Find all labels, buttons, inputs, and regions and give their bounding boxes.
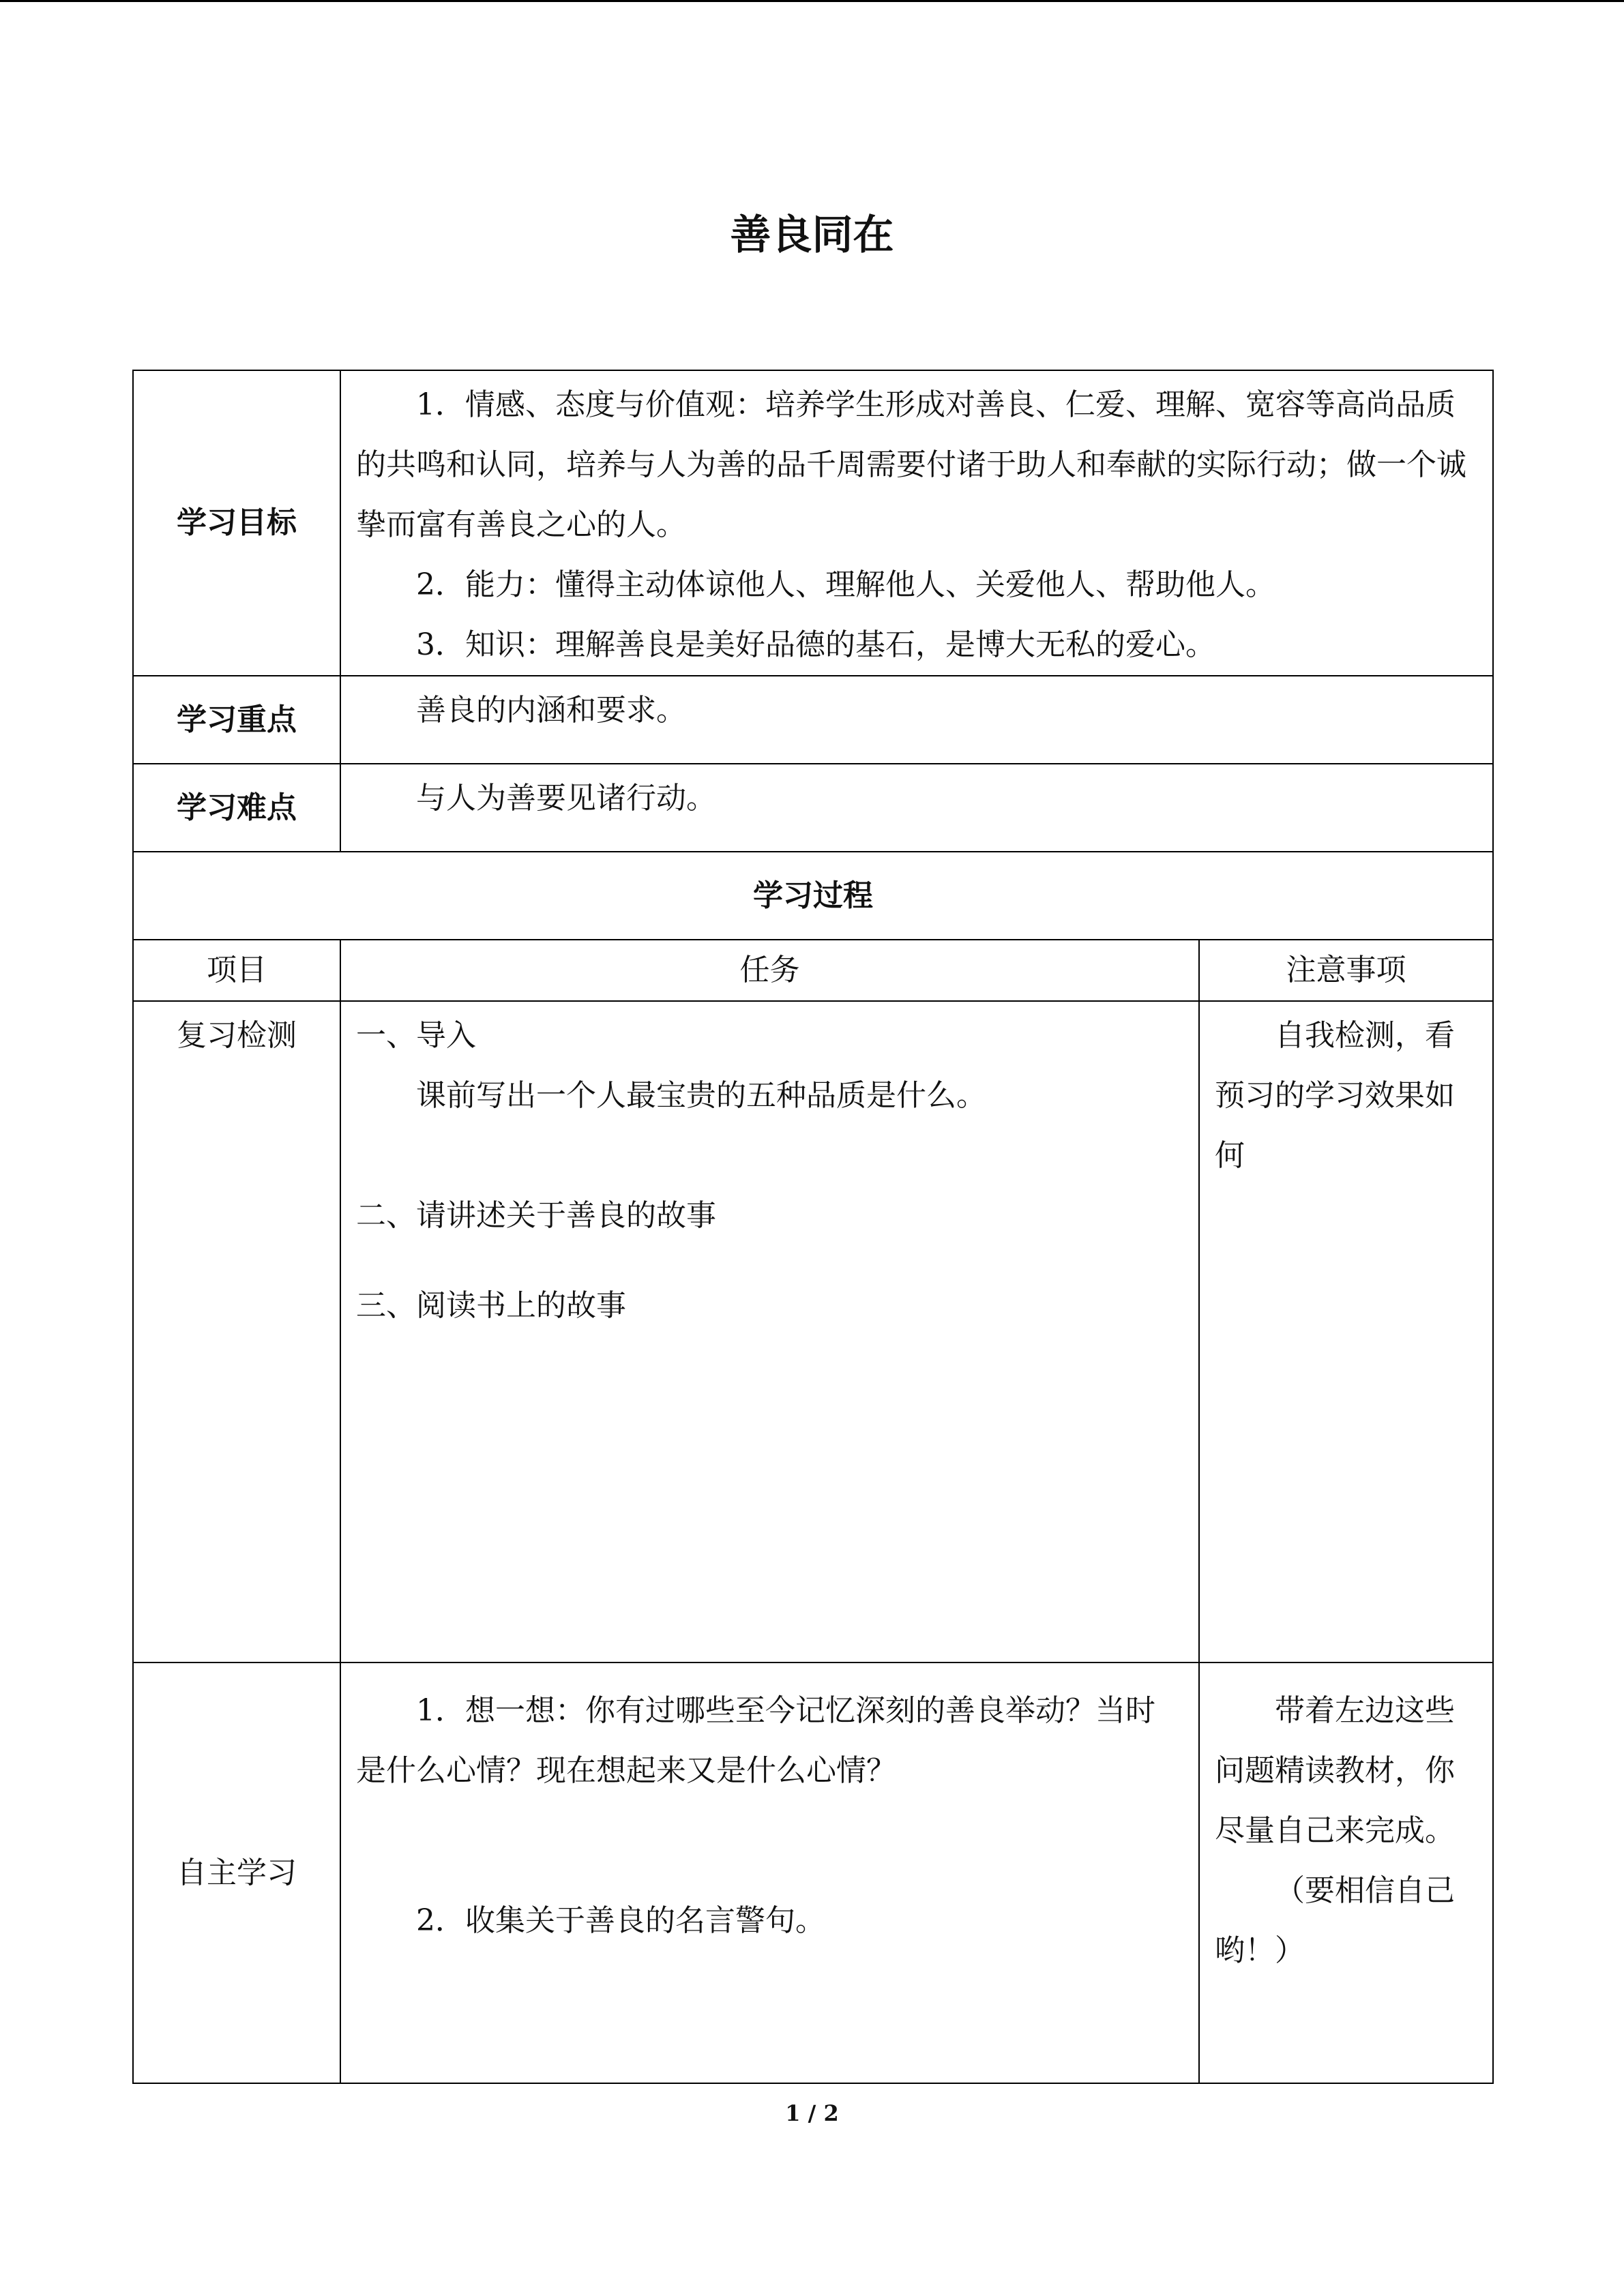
difficulty-text: 与人为善要见诸行动。 xyxy=(416,781,716,816)
review-item-cell xyxy=(133,1001,340,1663)
key-point-row xyxy=(133,676,1493,764)
self-study-row xyxy=(133,1663,1493,2083)
objective-item-1: 1．情感、态度与价值观：培养学生形成对善良、仁爱、理解、宽容等高尚品质的共鸣和认同，培养与人为善的品千周需要付诸于助人和奉献的实际行动；做一个诚挚而富有善良之心的人。 xyxy=(356,387,1466,542)
review-line-intro: 一、导入 xyxy=(356,1018,476,1053)
self-study-item-label: 自主学习 xyxy=(177,1855,297,1890)
key-point-content xyxy=(340,676,1493,764)
difficulty-content xyxy=(340,764,1493,852)
self-study-line-2: 2．收集关于善良的名言警句。 xyxy=(416,1903,825,1938)
self-study-line-1: 1．想一想：你有过哪些至今记忆深刻的善良举动？当时是什么心情？现在想起来又是什么心情？ xyxy=(356,1693,1155,1788)
self-study-note: 带着左边这些问题精读教材，你尽量自己来完成。 xyxy=(1215,1693,1455,1848)
review-item-label: 复习检测 xyxy=(177,1018,297,1053)
review-note-cell xyxy=(1199,1001,1493,1663)
difficulty-row xyxy=(133,764,1493,852)
review-row xyxy=(133,1001,1493,1663)
key-point-text: 善良的内涵和要求。 xyxy=(416,693,686,728)
objective-item-2: 2．能力：懂得主动体谅他人、理解他人、关爱他人、帮助他人。 xyxy=(416,567,1275,602)
review-note: 自我检测，看预习的学习效果如何 xyxy=(1215,1018,1455,1173)
review-line-story: 二、请讲述关于善良的故事 xyxy=(356,1198,716,1233)
review-line-reading: 三、阅读书上的故事 xyxy=(356,1288,626,1323)
process-title: 学习过程 xyxy=(133,852,1493,940)
objective-item-3: 3．知识：理解善良是美好品德的基石，是博大无私的爱心。 xyxy=(416,627,1215,662)
column-header-notes: 注意事项 xyxy=(1199,940,1493,1001)
objectives-label: 学习目标 xyxy=(133,370,340,676)
column-header-item: 项目 xyxy=(133,940,340,1001)
self-study-note-cell xyxy=(1199,1663,1493,2083)
process-title-row xyxy=(133,852,1493,940)
page-title: 善良同在 xyxy=(730,211,894,259)
review-task-cell xyxy=(340,1001,1199,1663)
column-header-task: 任务 xyxy=(340,940,1199,1001)
review-line-question: 课前写出一个人最宝贵的五种品质是什么。 xyxy=(416,1078,986,1113)
difficulty-label: 学习难点 xyxy=(133,764,340,852)
objectives-row xyxy=(133,370,1493,676)
self-study-item-cell xyxy=(133,1663,340,2083)
objectives-content xyxy=(340,370,1493,676)
self-study-task-cell xyxy=(340,1663,1199,2083)
self-study-note-2: （要相信自己哟！） xyxy=(1215,1873,1455,1968)
key-point-label: 学习重点 xyxy=(133,676,340,764)
page-number: 1 / 2 xyxy=(785,2100,839,2126)
top-border-line xyxy=(0,0,1624,2)
lesson-plan-table xyxy=(132,370,1494,2084)
process-header-row xyxy=(133,940,1493,1001)
